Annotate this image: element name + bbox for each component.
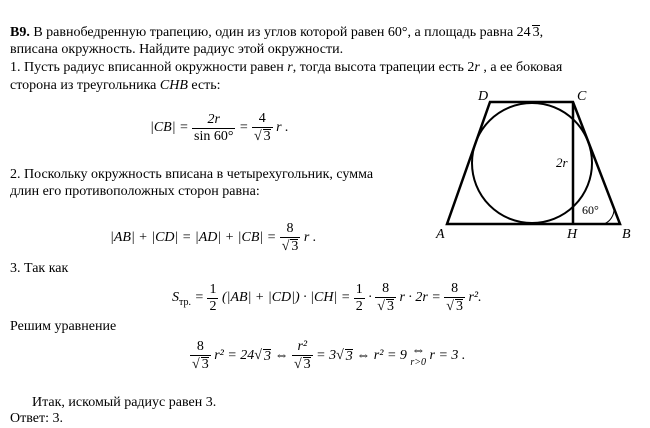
frac1-den: sin 60° [194,128,234,144]
label-A: A [436,227,445,242]
frac2-den-sqrt: 3 [263,129,271,144]
frac8-den-sqrt: 3 [386,299,394,314]
step2-line-1: 2. Поскольку окружность вписана в четырехугольник, сумма [10,167,374,182]
formula4-part4: r = 3 . [429,348,466,363]
label-2r: 2r [556,155,568,170]
step1-line2-end: есть: [187,78,221,93]
formula4-part1: r² = 24 [214,348,255,363]
step1-line2-text: сторона из треугольника [10,78,160,93]
formula2-frac-num: 8 [280,222,301,238]
formula1-lhs: |CB| = [150,120,189,135]
formula3-s: S [172,290,179,305]
step4-line: Решим уравнение [10,319,117,334]
formula4-part3: r² = 9 [373,348,407,363]
formula4-arrow1: ⇔ [274,348,289,363]
half1-den: 2 [209,298,217,314]
formula2-den-sqrt: 3 [291,239,299,254]
formula2-lhs: |AB| + |CD| = |AD| + |CB| = [110,230,277,245]
label-D: D [478,89,489,104]
problem-label: B9. [10,25,30,40]
step1-text-b: , тогда высота трапеции есть 2 [292,60,475,75]
label-H: H [567,227,578,242]
formula3-mid: (|AB| + |CD|) · |CH| = [221,290,351,305]
label-C: C [577,89,587,104]
triangle-name: CHB [159,78,188,93]
answer-line: Ответ: 3. [10,411,63,426]
label-B: B [622,227,631,242]
formula3-s-sub: тр. [179,297,191,309]
conclusion-line: Итак, искомый радиус равен 3. [32,395,217,410]
frac8-num: 8 [375,282,396,298]
formula4-arrow3: ⇔ [411,343,426,358]
formula3-eq1: = [194,290,204,305]
f4-frac2-num: r² [292,340,313,356]
var-r: r [287,60,293,75]
problem-line-2: вписана окружность. Найдите радиус этой окружности. [10,42,344,57]
frac2-num: 4 [252,112,273,128]
formula4-part2: = 3 [316,348,337,363]
half2-den: 2 [355,298,363,314]
frac1-num: 2r [192,113,235,129]
formula2-tail: r . [303,230,317,245]
half2-num: 1 [355,281,363,297]
formula1-eq: = [238,120,249,135]
var-r-2: r [474,60,480,75]
angle-arc [604,209,614,224]
step3-line: 3. Так как [10,261,69,276]
formula3-mid2: r · 2r = [399,290,441,305]
frac8b-num: 8 [444,282,465,298]
formula4-sqrt2: 3 [345,348,353,364]
formula3-tail: r². [468,290,482,305]
step1-text-c: , а ее боковая [479,60,563,75]
f4-frac2-den-sqrt: 3 [303,357,311,372]
problem-text-1-end: , [539,25,544,40]
f4-frac1-num: 8 [190,340,211,356]
problem-text-1: В равнобедренную трапецию, один из углов которой равен 60°, а площадь равна 24 [33,25,531,40]
frac8b-den-sqrt: 3 [455,299,463,314]
sqrt-3: 3 [532,25,540,40]
label-angle-60: 60° [582,203,599,217]
step1-text-a: 1. Пусть радиус вписанной окружности равен [10,60,288,75]
half1-num: 1 [209,281,217,297]
formula4-arrow2: ⇔ [356,348,371,363]
step2-line-2: длин его противоположных сторон равна: [10,184,260,199]
formula4-sqrt1: 3 [263,348,271,364]
formula3-dot: · [368,290,372,305]
formula1-tail: r . [276,120,289,135]
formula4-cond: r>0 [410,357,427,368]
f4-frac1-den-sqrt: 3 [201,357,209,372]
